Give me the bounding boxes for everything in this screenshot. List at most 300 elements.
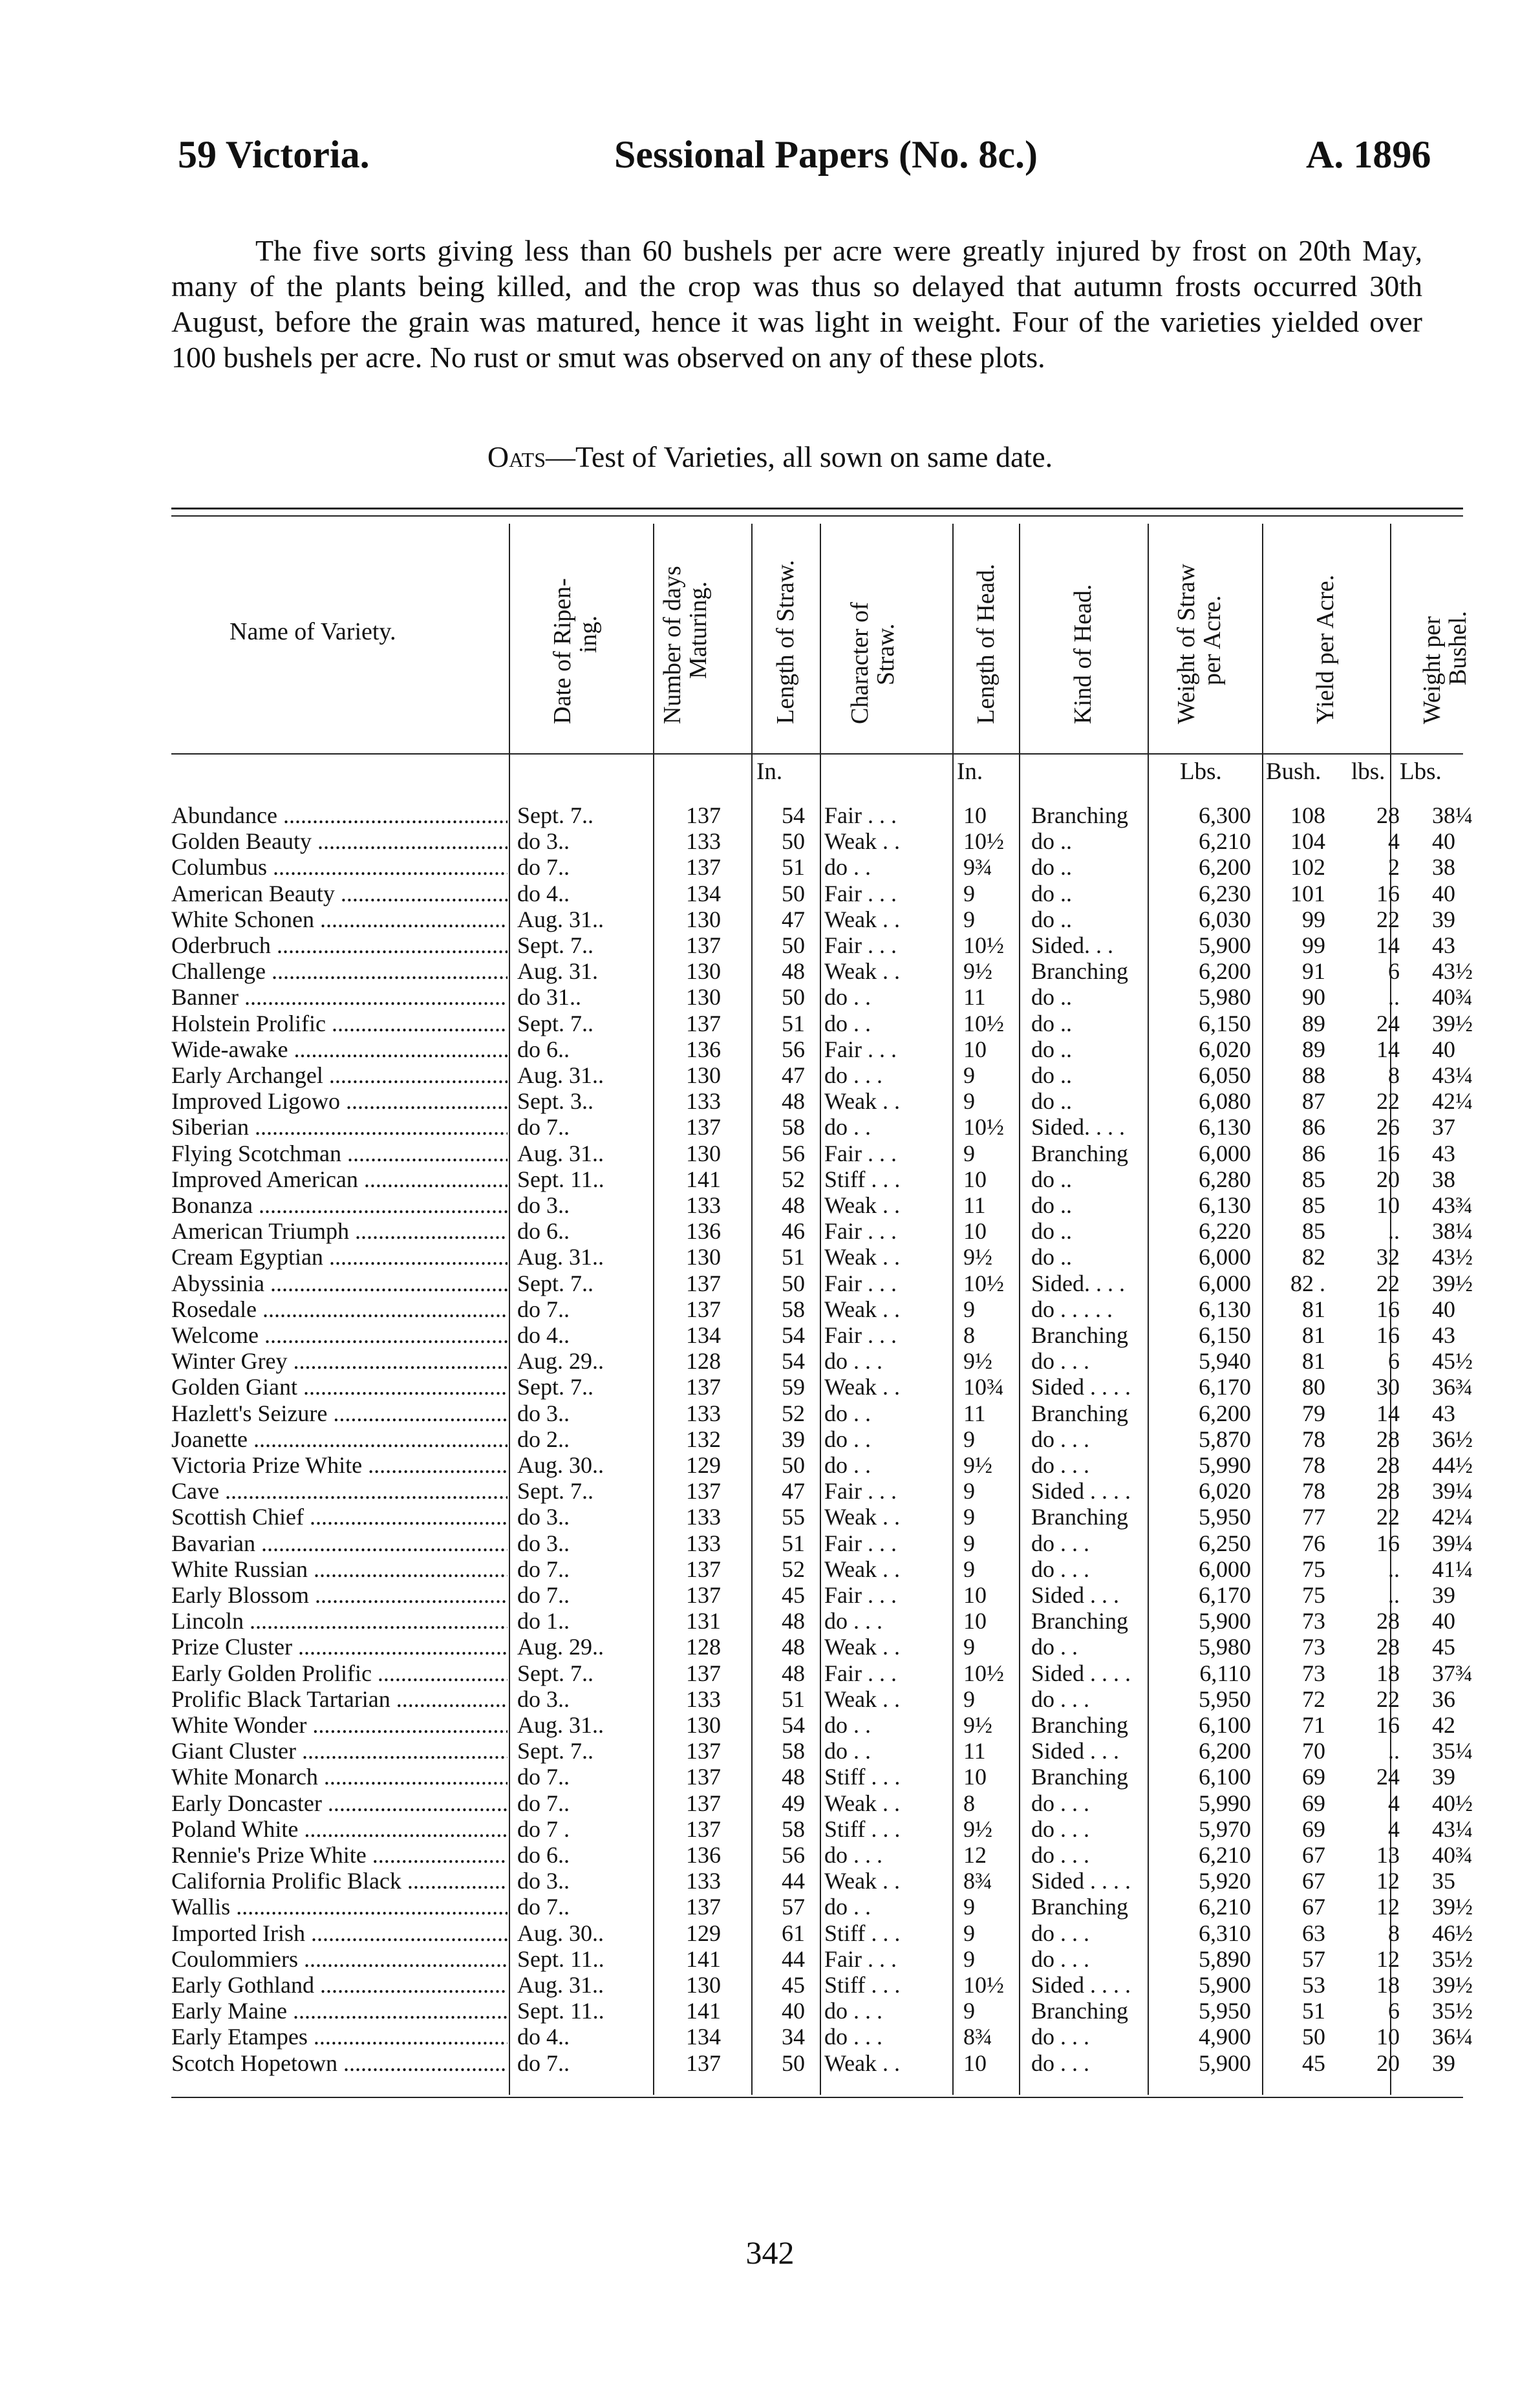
cell-head: 9	[963, 906, 975, 932]
table-row	[171, 1633, 1464, 1659]
cell-name: Giant Cluster .....	[171, 1737, 508, 1764]
cell-bw: 43½	[1432, 1244, 1473, 1270]
cell-len: 59	[782, 1374, 805, 1400]
cell-wt: 6,310	[1199, 1920, 1251, 1946]
cell-bush: 57	[1302, 1945, 1325, 1972]
cell-days: 137	[686, 1478, 721, 1505]
cell-bush: 50	[1302, 2024, 1325, 2050]
cell-kind: Branching	[1031, 1712, 1128, 1738]
cell-wt: 5,900	[1199, 2050, 1251, 2076]
cell-kind: do ..	[1031, 984, 1072, 1011]
cell-kind: do . . .	[1031, 1920, 1089, 1946]
cell-len: 48	[782, 1608, 805, 1634]
cell-days: 137	[686, 1114, 721, 1141]
cell-date: do 7..	[517, 1894, 570, 1920]
cell-wt: 6,210	[1199, 828, 1251, 855]
cell-len: 48	[782, 1634, 805, 1660]
cell-name: Scottish Chief .....	[171, 1503, 508, 1530]
cell-name: Wide-awake .....	[171, 1036, 508, 1063]
cell-char: Fair . . .	[824, 1478, 897, 1505]
cell-char: Fair . . .	[824, 1218, 897, 1245]
cell-name: Early Doncaster .....	[171, 1790, 508, 1817]
cell-date: Aug. 30..	[517, 1920, 604, 1946]
cell-lbs: 22	[1376, 1088, 1400, 1115]
cell-name: Wallis .....	[171, 1893, 508, 1920]
cell-head: 9	[963, 1530, 975, 1556]
cell-char: do . .	[824, 854, 871, 881]
table-row	[171, 1347, 1473, 1375]
cell-wt: 6,130	[1199, 1296, 1251, 1322]
table-row	[171, 958, 1473, 985]
cell-days: 133	[686, 1192, 721, 1218]
cell-days: 130	[686, 958, 721, 985]
cell-bush: 75	[1302, 1556, 1325, 1582]
cell-days: 137	[686, 854, 721, 881]
table-row	[171, 802, 1473, 828]
unit-length-head: In.	[957, 758, 983, 785]
cell-len: 44	[782, 1868, 805, 1894]
cell-lbs: 14	[1376, 1036, 1400, 1062]
cell-date: Sept. 7..	[517, 1738, 594, 1764]
cell-char: do . .	[824, 984, 871, 1011]
cell-head: 10	[963, 1218, 987, 1245]
cell-len: 48	[782, 1192, 805, 1218]
cell-len: 58	[782, 1738, 805, 1764]
cell-lbs: 16	[1376, 880, 1400, 906]
col-weight-straw-line1: Weight of Straw	[1173, 563, 1200, 724]
cell-bush: 85	[1302, 1166, 1325, 1192]
cell-char: Fair . . .	[824, 1530, 897, 1556]
cell-days: 132	[686, 1426, 721, 1452]
table-row	[171, 1400, 1464, 1426]
cell-head: 10½	[963, 1660, 1004, 1686]
cell-name: Abundance .....	[171, 802, 508, 829]
table-row	[171, 1452, 1473, 1478]
cell-wt: 6,100	[1199, 1712, 1251, 1738]
cell-bw: 43¼	[1432, 1062, 1473, 1088]
cell-char: Weak . .	[824, 1790, 901, 1816]
cell-char: Fair . . .	[824, 802, 897, 828]
page-header	[0, 133, 1540, 191]
cell-name: Early Blossom .....	[171, 1581, 508, 1609]
cell-kind: Sided. . .	[1031, 932, 1114, 958]
cell-len: 56	[782, 1842, 805, 1868]
cell-name: White Russian .....	[171, 1556, 508, 1583]
cell-wt: 5,950	[1199, 1504, 1251, 1530]
cell-kind: Branching	[1031, 1998, 1128, 2024]
table-row	[171, 1945, 1473, 1972]
col-days-line1: Number of days	[659, 566, 686, 724]
col-weight-bushel-header	[1419, 611, 1471, 724]
cell-char: Weak . .	[824, 1556, 901, 1582]
cell-lbs: 8	[1388, 1062, 1400, 1088]
cell-days: 130	[686, 1972, 721, 1998]
cell-wt: 6,130	[1199, 1114, 1251, 1141]
cell-len: 50	[782, 984, 805, 1011]
cell-name: Cave .....	[171, 1477, 508, 1505]
col-weight-straw-header	[1173, 564, 1225, 724]
cell-kind: Branching	[1031, 1400, 1128, 1426]
table-row	[171, 1763, 1464, 1789]
cell-len: 45	[782, 1972, 805, 1998]
cell-bw: 35	[1432, 1868, 1455, 1894]
cell-bush: 67	[1302, 1894, 1325, 1920]
cell-char: do . .	[824, 1738, 871, 1764]
cell-kind: do ..	[1031, 906, 1072, 932]
cell-name: White Wonder .....	[171, 1711, 508, 1739]
cell-head: 9½	[963, 958, 992, 985]
cell-days: 141	[686, 1945, 721, 1972]
cell-date: Aug. 31..	[517, 1972, 604, 1998]
table-row	[171, 906, 1464, 932]
cell-name: Coulommiers .....	[171, 1945, 508, 1973]
cell-len: 51	[782, 1530, 805, 1556]
cell-wt: 6,300	[1199, 802, 1251, 828]
cell-lbs: 12	[1376, 1894, 1400, 1920]
cell-date: Aug. 31..	[517, 1712, 604, 1738]
cell-char: Fair . . .	[824, 1036, 897, 1062]
cell-date: do 4..	[517, 880, 570, 906]
table-row	[171, 932, 1464, 958]
cell-lbs: 14	[1376, 932, 1400, 958]
cell-lbs: 16	[1376, 1712, 1400, 1738]
cell-bw: 38¼	[1432, 802, 1473, 828]
cell-name: Siberian .....	[171, 1113, 508, 1141]
cell-lbs: 2	[1388, 854, 1400, 881]
cell-bush: 99	[1302, 932, 1325, 958]
cell-name: Early Gothland .....	[171, 1971, 508, 1998]
cell-bush: 87	[1302, 1088, 1325, 1115]
cell-days: 129	[686, 1452, 721, 1478]
cell-lbs: 22	[1376, 1686, 1400, 1712]
unit-weight-straw: Lbs.	[1180, 758, 1222, 785]
cell-kind: Sided . . .	[1031, 1738, 1120, 1764]
cell-len: 50	[782, 932, 805, 958]
cell-days: 137	[686, 1660, 721, 1686]
cell-days: 130	[686, 1062, 721, 1088]
cell-bw: 39	[1432, 1582, 1455, 1608]
cell-date: Aug. 29..	[517, 1634, 604, 1660]
col-character-header	[847, 602, 899, 724]
cell-days: 133	[686, 1868, 721, 1894]
cell-lbs: 16	[1376, 1140, 1400, 1166]
cell-date: Sept. 7..	[517, 1660, 594, 1686]
cell-days: 133	[686, 1400, 721, 1426]
cell-kind: do . . .	[1031, 1816, 1089, 1842]
cell-char: Fair . . .	[824, 880, 897, 906]
cell-bush: 81	[1302, 1348, 1325, 1375]
cell-days: 128	[686, 1348, 721, 1375]
table-top-rule	[171, 508, 1463, 509]
cell-bw: 37¾	[1432, 1660, 1473, 1686]
cell-head: 10	[963, 1036, 987, 1062]
cell-kind: do ..	[1031, 1192, 1072, 1218]
cell-days: 134	[686, 2024, 721, 2050]
table-top-rule-2	[171, 515, 1463, 517]
cell-len: 55	[782, 1504, 805, 1530]
cell-char: do . .	[824, 1400, 871, 1426]
col-days-header	[659, 566, 711, 724]
cell-head: 9½	[963, 1244, 992, 1270]
cell-len: 54	[782, 802, 805, 828]
cell-head: 8	[963, 1322, 975, 1348]
cell-char: do . . .	[824, 2024, 882, 2050]
cell-bw: 40¾	[1432, 984, 1473, 1011]
cell-char: Weak . .	[824, 1244, 901, 1270]
cell-bw: 35½	[1432, 1945, 1473, 1972]
cell-wt: 5,890	[1199, 1945, 1251, 1972]
cell-date: do 7..	[517, 1582, 570, 1608]
col-date-line1: Date of Ripen-	[549, 578, 576, 724]
cell-days: 131	[686, 1608, 721, 1634]
table-row	[171, 1841, 1473, 1868]
cell-head: 9½	[963, 1348, 992, 1375]
table-row	[171, 1686, 1464, 1711]
col-kind-head-line: Kind of Head.	[1069, 584, 1096, 724]
cell-len: 46	[782, 1218, 805, 1245]
table-row	[171, 1217, 1473, 1245]
cell-char: do . .	[824, 1894, 871, 1920]
cell-name: Rennie's Prize White .....	[171, 1841, 508, 1869]
cell-lbs: 24	[1376, 1764, 1400, 1790]
cell-days: 134	[686, 1322, 721, 1348]
cell-lbs: 10	[1376, 1192, 1400, 1218]
cell-bush: 76	[1302, 1530, 1325, 1556]
table-row	[171, 1503, 1473, 1530]
cell-len: 51	[782, 1686, 805, 1712]
cell-head: 10	[963, 802, 987, 828]
cell-bush: 69	[1302, 1790, 1325, 1816]
cell-bush: 89	[1302, 1010, 1325, 1036]
cell-wt: 6,080	[1199, 1088, 1251, 1115]
cell-date: Aug. 30..	[517, 1452, 604, 1478]
cell-date: do 3..	[517, 1868, 570, 1894]
cell-days: 137	[686, 1894, 721, 1920]
table-row	[171, 1737, 1473, 1764]
cell-name: Golden Giant .....	[171, 1373, 508, 1400]
cell-days: 130	[686, 1140, 721, 1166]
cell-wt: 6,110	[1199, 1660, 1251, 1686]
cell-days: 137	[686, 1374, 721, 1400]
cell-bw: 39¼	[1432, 1478, 1473, 1505]
cell-bw: 37	[1432, 1114, 1455, 1141]
cell-kind: do . .	[1031, 1634, 1078, 1660]
cell-char: Weak . .	[824, 906, 901, 932]
cell-date: Aug. 29..	[517, 1348, 604, 1375]
header-center: Sessional Papers (No. 8c.)	[614, 133, 1038, 176]
cell-len: 47	[782, 906, 805, 932]
cell-days: 137	[686, 1010, 721, 1036]
cell-char: Fair . . .	[824, 1660, 897, 1686]
cell-date: Aug. 31..	[517, 1062, 604, 1088]
cell-date: Aug. 31..	[517, 1140, 604, 1166]
cell-date: do 7..	[517, 1790, 570, 1816]
cell-kind: do ..	[1031, 880, 1072, 906]
cell-lbs: 16	[1376, 1296, 1400, 1322]
cell-char: Stiff . . .	[824, 1816, 901, 1842]
cell-lbs: 6	[1388, 958, 1400, 985]
table-row	[171, 1062, 1473, 1088]
cell-days: 133	[686, 1530, 721, 1556]
cell-len: 48	[782, 958, 805, 985]
cell-char: do . . .	[824, 1348, 882, 1375]
cell-bush: 85	[1302, 1192, 1325, 1218]
cell-name: White Monarch .....	[171, 1763, 508, 1790]
cell-wt: 5,940	[1199, 1348, 1251, 1375]
cell-kind: do . . .	[1031, 1452, 1089, 1478]
cell-wt: 6,150	[1199, 1010, 1251, 1036]
cell-wt: 5,990	[1199, 1452, 1251, 1478]
cell-bw: 41¼	[1432, 1556, 1473, 1582]
cell-len: 50	[782, 828, 805, 855]
col-length-head-header	[973, 564, 999, 724]
cell-lbs: 8	[1388, 1920, 1400, 1946]
cell-lbs: 10	[1376, 2024, 1400, 2050]
header-right: A. 1896	[1306, 133, 1431, 176]
table-row	[171, 1243, 1473, 1270]
cell-head: 8¾	[963, 2024, 992, 2050]
cell-lbs: 20	[1376, 2050, 1400, 2076]
cell-name: Hazlett's Seizure .....	[171, 1400, 508, 1427]
cell-days: 130	[686, 1712, 721, 1738]
cell-char: do . . .	[824, 1842, 882, 1868]
cell-bush: 71	[1302, 1712, 1325, 1738]
cell-lbs: 28	[1376, 802, 1400, 828]
cell-head: 9	[963, 1088, 975, 1115]
table-row	[171, 1140, 1464, 1166]
cell-head: 9	[963, 1504, 975, 1530]
cell-head: 9	[963, 1478, 975, 1505]
cell-name: Scotch Hopetown .....	[171, 2050, 508, 2077]
cell-len: 51	[782, 1010, 805, 1036]
cell-date: Aug. 31..	[517, 906, 604, 932]
cell-wt: 6,000	[1199, 1270, 1251, 1296]
cell-wt: 6,130	[1199, 1192, 1251, 1218]
col-date-header	[550, 578, 601, 724]
cell-date: do 6..	[517, 1842, 570, 1868]
cell-lbs: 18	[1376, 1660, 1400, 1686]
cell-date: Aug. 31..	[517, 1244, 604, 1270]
cell-char: do . .	[824, 1712, 871, 1738]
cell-len: 52	[782, 1400, 805, 1426]
cell-head: 8¾	[963, 1868, 992, 1894]
cell-bush: 51	[1302, 1998, 1325, 2024]
cell-len: 56	[782, 1140, 805, 1166]
cell-len: 50	[782, 1270, 805, 1296]
cell-bush: 78	[1302, 1452, 1325, 1478]
table-bottom-rule	[171, 2097, 1463, 2098]
cell-wt: 6,050	[1199, 1062, 1251, 1088]
cell-bw: 42¼	[1432, 1088, 1473, 1115]
cell-days: 137	[686, 1738, 721, 1764]
table-row	[171, 1530, 1473, 1556]
cell-bush: 77	[1302, 1504, 1325, 1530]
cell-lbs: 30	[1376, 1374, 1400, 1400]
cell-wt: 6,250	[1199, 1530, 1251, 1556]
cell-days: 133	[686, 828, 721, 855]
cell-head: 10½	[963, 1114, 1004, 1141]
cell-bw: 45½	[1432, 1348, 1473, 1375]
cell-name: Lincoln .....	[171, 1607, 508, 1634]
cell-wt: 5,950	[1199, 1998, 1251, 2024]
cell-name: Prize Cluster .....	[171, 1633, 508, 1660]
cell-lbs: 28	[1376, 1634, 1400, 1660]
cell-wt: 5,980	[1199, 1634, 1251, 1660]
cell-head: 10½	[963, 1270, 1004, 1296]
cell-bush: 82 .	[1290, 1270, 1325, 1296]
cell-kind: Sided . . . .	[1031, 1868, 1131, 1894]
col-date-line2: ing.	[575, 615, 602, 653]
table-row	[171, 1997, 1473, 2024]
cell-bw: 40	[1432, 1036, 1455, 1062]
cell-bw: 39½	[1432, 1270, 1473, 1296]
cell-char: do . . .	[824, 1062, 882, 1088]
cell-wt: 6,230	[1199, 880, 1251, 906]
cell-name: Imported Irish .....	[171, 1920, 508, 1947]
cell-lbs: 16	[1376, 1530, 1400, 1556]
cell-days: 136	[686, 1218, 721, 1245]
table-row	[171, 2050, 1464, 2075]
header-bottom-rule	[171, 753, 1463, 755]
cell-days: 133	[686, 1088, 721, 1115]
cell-days: 137	[686, 1790, 721, 1816]
cell-name: Early Etampes .....	[171, 2023, 508, 2050]
table-row	[171, 1113, 1464, 1139]
cell-wt: 5,900	[1199, 1972, 1251, 1998]
cell-wt: 5,900	[1199, 1608, 1251, 1634]
cell-lbs: 12	[1376, 1945, 1400, 1972]
table-row	[171, 1893, 1473, 1920]
cell-lbs: ..	[1388, 1556, 1400, 1582]
cell-len: 51	[782, 854, 805, 881]
cell-bush: 78	[1302, 1478, 1325, 1505]
cell-lbs: ..	[1388, 984, 1400, 1011]
cell-lbs: 6	[1388, 1998, 1400, 2024]
cell-head: 9	[963, 1634, 975, 1660]
cell-name: Victoria Prize White .....	[171, 1452, 508, 1479]
cell-kind: do . . .	[1031, 1790, 1089, 1816]
cell-bw: 39½	[1432, 1010, 1473, 1036]
cell-wt: 6,020	[1199, 1036, 1251, 1062]
cell-bush: 90	[1302, 984, 1325, 1011]
cell-kind: Branching	[1031, 1140, 1128, 1166]
cell-len: 47	[782, 1062, 805, 1088]
cell-name: Challenge .....	[171, 958, 508, 985]
cell-bw: 44½	[1432, 1452, 1473, 1478]
cell-wt: 6,200	[1199, 854, 1251, 881]
cell-bw: 42¼	[1432, 1504, 1473, 1530]
cell-date: Sept. 7..	[517, 1270, 594, 1296]
cell-char: Fair . . .	[824, 1945, 897, 1972]
cell-name: Early Archangel .....	[171, 1062, 508, 1089]
cell-bush: 104	[1290, 828, 1325, 855]
cell-lbs: 16	[1376, 1322, 1400, 1348]
cell-date: Sept. 7..	[517, 1478, 594, 1505]
intro-paragraph	[171, 233, 1422, 375]
cell-bw: 42	[1432, 1712, 1455, 1738]
cell-bw: 35¼	[1432, 1738, 1473, 1764]
cell-kind: do ..	[1031, 1244, 1072, 1270]
cell-bush: 69	[1302, 1764, 1325, 1790]
cell-char: Weak . .	[824, 1374, 901, 1400]
cell-kind: do ..	[1031, 828, 1072, 855]
table-row	[171, 1036, 1464, 1062]
table-row	[171, 1192, 1473, 1218]
cell-bw: 46½	[1432, 1920, 1473, 1946]
cell-date: do 3..	[517, 1504, 570, 1530]
cell-wt: 5,950	[1199, 1686, 1251, 1712]
cell-date: do 3..	[517, 1686, 570, 1712]
